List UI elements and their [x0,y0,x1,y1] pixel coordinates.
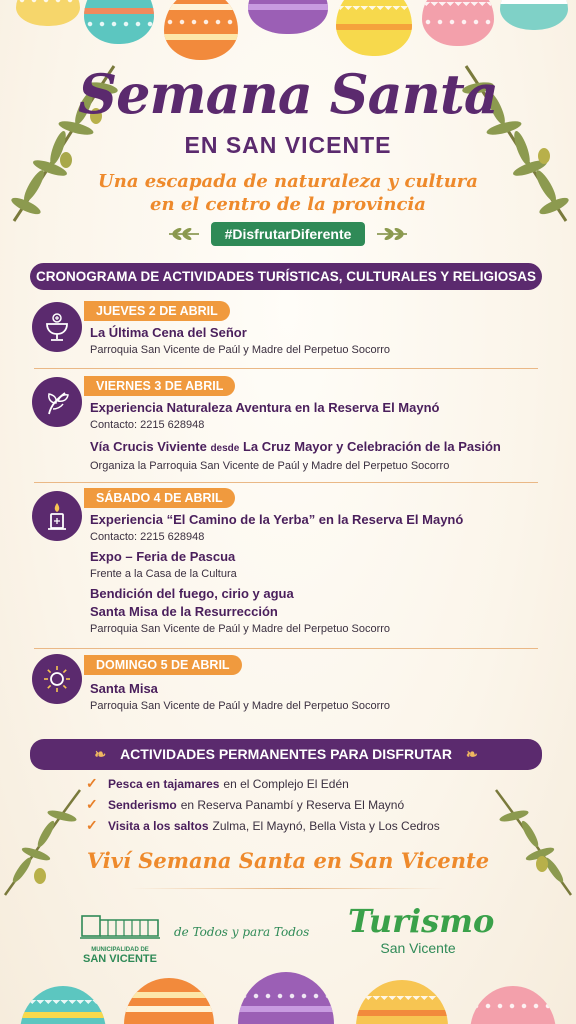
leaf-icon [32,377,82,427]
activity-detail: Zulma, El Maynó, Bella Vista y Los Cedros [212,818,440,833]
divider [130,888,446,889]
day-label: SÁBADO 4 DE ABRIL [84,488,235,508]
event-detail: Parroquia San Vicente de Paúl y Madre del Perpetuo Socorro [90,623,391,635]
list-item [86,815,536,836]
list-item [86,773,536,794]
motto: de Todos y para Todos [174,925,310,939]
list-item [86,794,536,815]
page-subtitle: EN SAN VICENTE [184,132,392,158]
turismo-wordmark: Turismo [348,902,495,940]
municipality-name: SAN VICENTE [83,953,157,965]
event-title-part: desde [210,443,240,454]
day-block-thursday [32,298,542,362]
event-detail: Parroquia San Vicente de Paúl y Madre del Perpetuo Socorro [90,700,391,712]
hashtag-row [0,222,576,246]
divider [34,482,538,483]
activity-name: Visita a los saltos [108,818,209,833]
turismo-place: San Vicente [380,940,456,956]
check-icon: ✓ [86,817,98,833]
check-icon: ✓ [86,775,98,791]
event-title [90,438,542,458]
day-block-saturday [32,485,542,643]
sun-icon [32,654,82,704]
event-title: Expo – Feria de Pascua [90,549,236,564]
sprig-icon: ❧ [465,746,478,762]
day-label: DOMINGO 5 DE ABRIL [84,655,242,675]
check-icon: ✓ [86,796,98,812]
event-title: Bendición del fuego, cirio y agua [90,586,294,601]
event-title: Experiencia “El Camino de la Yerba” en la Reserva El Maynó [90,512,464,527]
turismo-logo [348,902,495,956]
event-title: Experiencia Naturaleza Aventura en la Reserva El Maynó [90,400,440,415]
permanent-heading [30,739,542,770]
event-detail: Parroquia San Vicente de Paúl y Madre del Perpetuo Socorro [90,344,391,356]
sprig-icon [375,227,409,241]
sprig-icon: ❧ [94,746,107,762]
activity-detail: en Reserva Panambí y Reserva El Maynó [180,797,405,812]
event-detail: Contacto: 2215 628948 [90,531,205,543]
divider [34,368,538,369]
tagline-line-2: en el centro de la provincia [150,194,426,215]
event-title-part: Vía Crucis Viviente [90,439,211,454]
event-title: La Última Cena del Señor [90,325,247,340]
hashtag-badge: #DisfrutarDiferente [211,222,366,246]
event-detail: Organiza la Parroquia San Vicente de Paúl y Madre del Perpetuo Socorro [90,460,450,472]
day-block-sunday [32,652,542,722]
activity-name: Senderismo [108,797,177,812]
permanent-heading-text: ACTIVIDADES PERMANENTES PARA DISFRUTAR [120,746,452,762]
activity-name: Pesca en tajamares [108,776,220,791]
egg-decoration [164,0,238,60]
schedule-heading: CRONOGRAMA DE ACTIVIDADES TURÍSTICAS, CULTURALES Y RELIGIOSAS [30,263,542,290]
activity-detail: en el Complejo El Edén [223,776,349,791]
egg-decoration [336,0,412,56]
tagline-line-1: Una escapada de naturaleza y cultura [98,171,478,192]
event-detail: Frente a la Casa de la Cultura [90,568,237,580]
day-label: JUEVES 2 DE ABRIL [84,301,230,321]
permanent-list [86,773,536,836]
municipality-label: MUNICIPALIDAD DE [91,947,149,953]
event-title-part: La Cruz Mayor y Celebración de la Pasión [239,439,501,454]
page-title: Semana Santa [78,62,498,126]
event-title: Santa Misa de la Resurrección [90,604,278,619]
day-label: VIERNES 3 DE ABRIL [84,376,235,396]
tagline [0,170,576,216]
divider [34,648,538,649]
candle-icon [32,491,82,541]
day-block-friday [32,373,542,479]
event-title: Santa Misa [90,681,158,696]
event-detail: Contacto: 2215 628948 [90,419,205,431]
olive-branch-bottom-left [0,780,90,900]
sprig-icon [167,227,201,241]
chalice-icon [32,302,82,352]
building-icon [78,910,162,940]
municipality-logo [72,910,168,965]
closing-slogan: Viví Semana Santa en San Vicente [86,848,490,873]
